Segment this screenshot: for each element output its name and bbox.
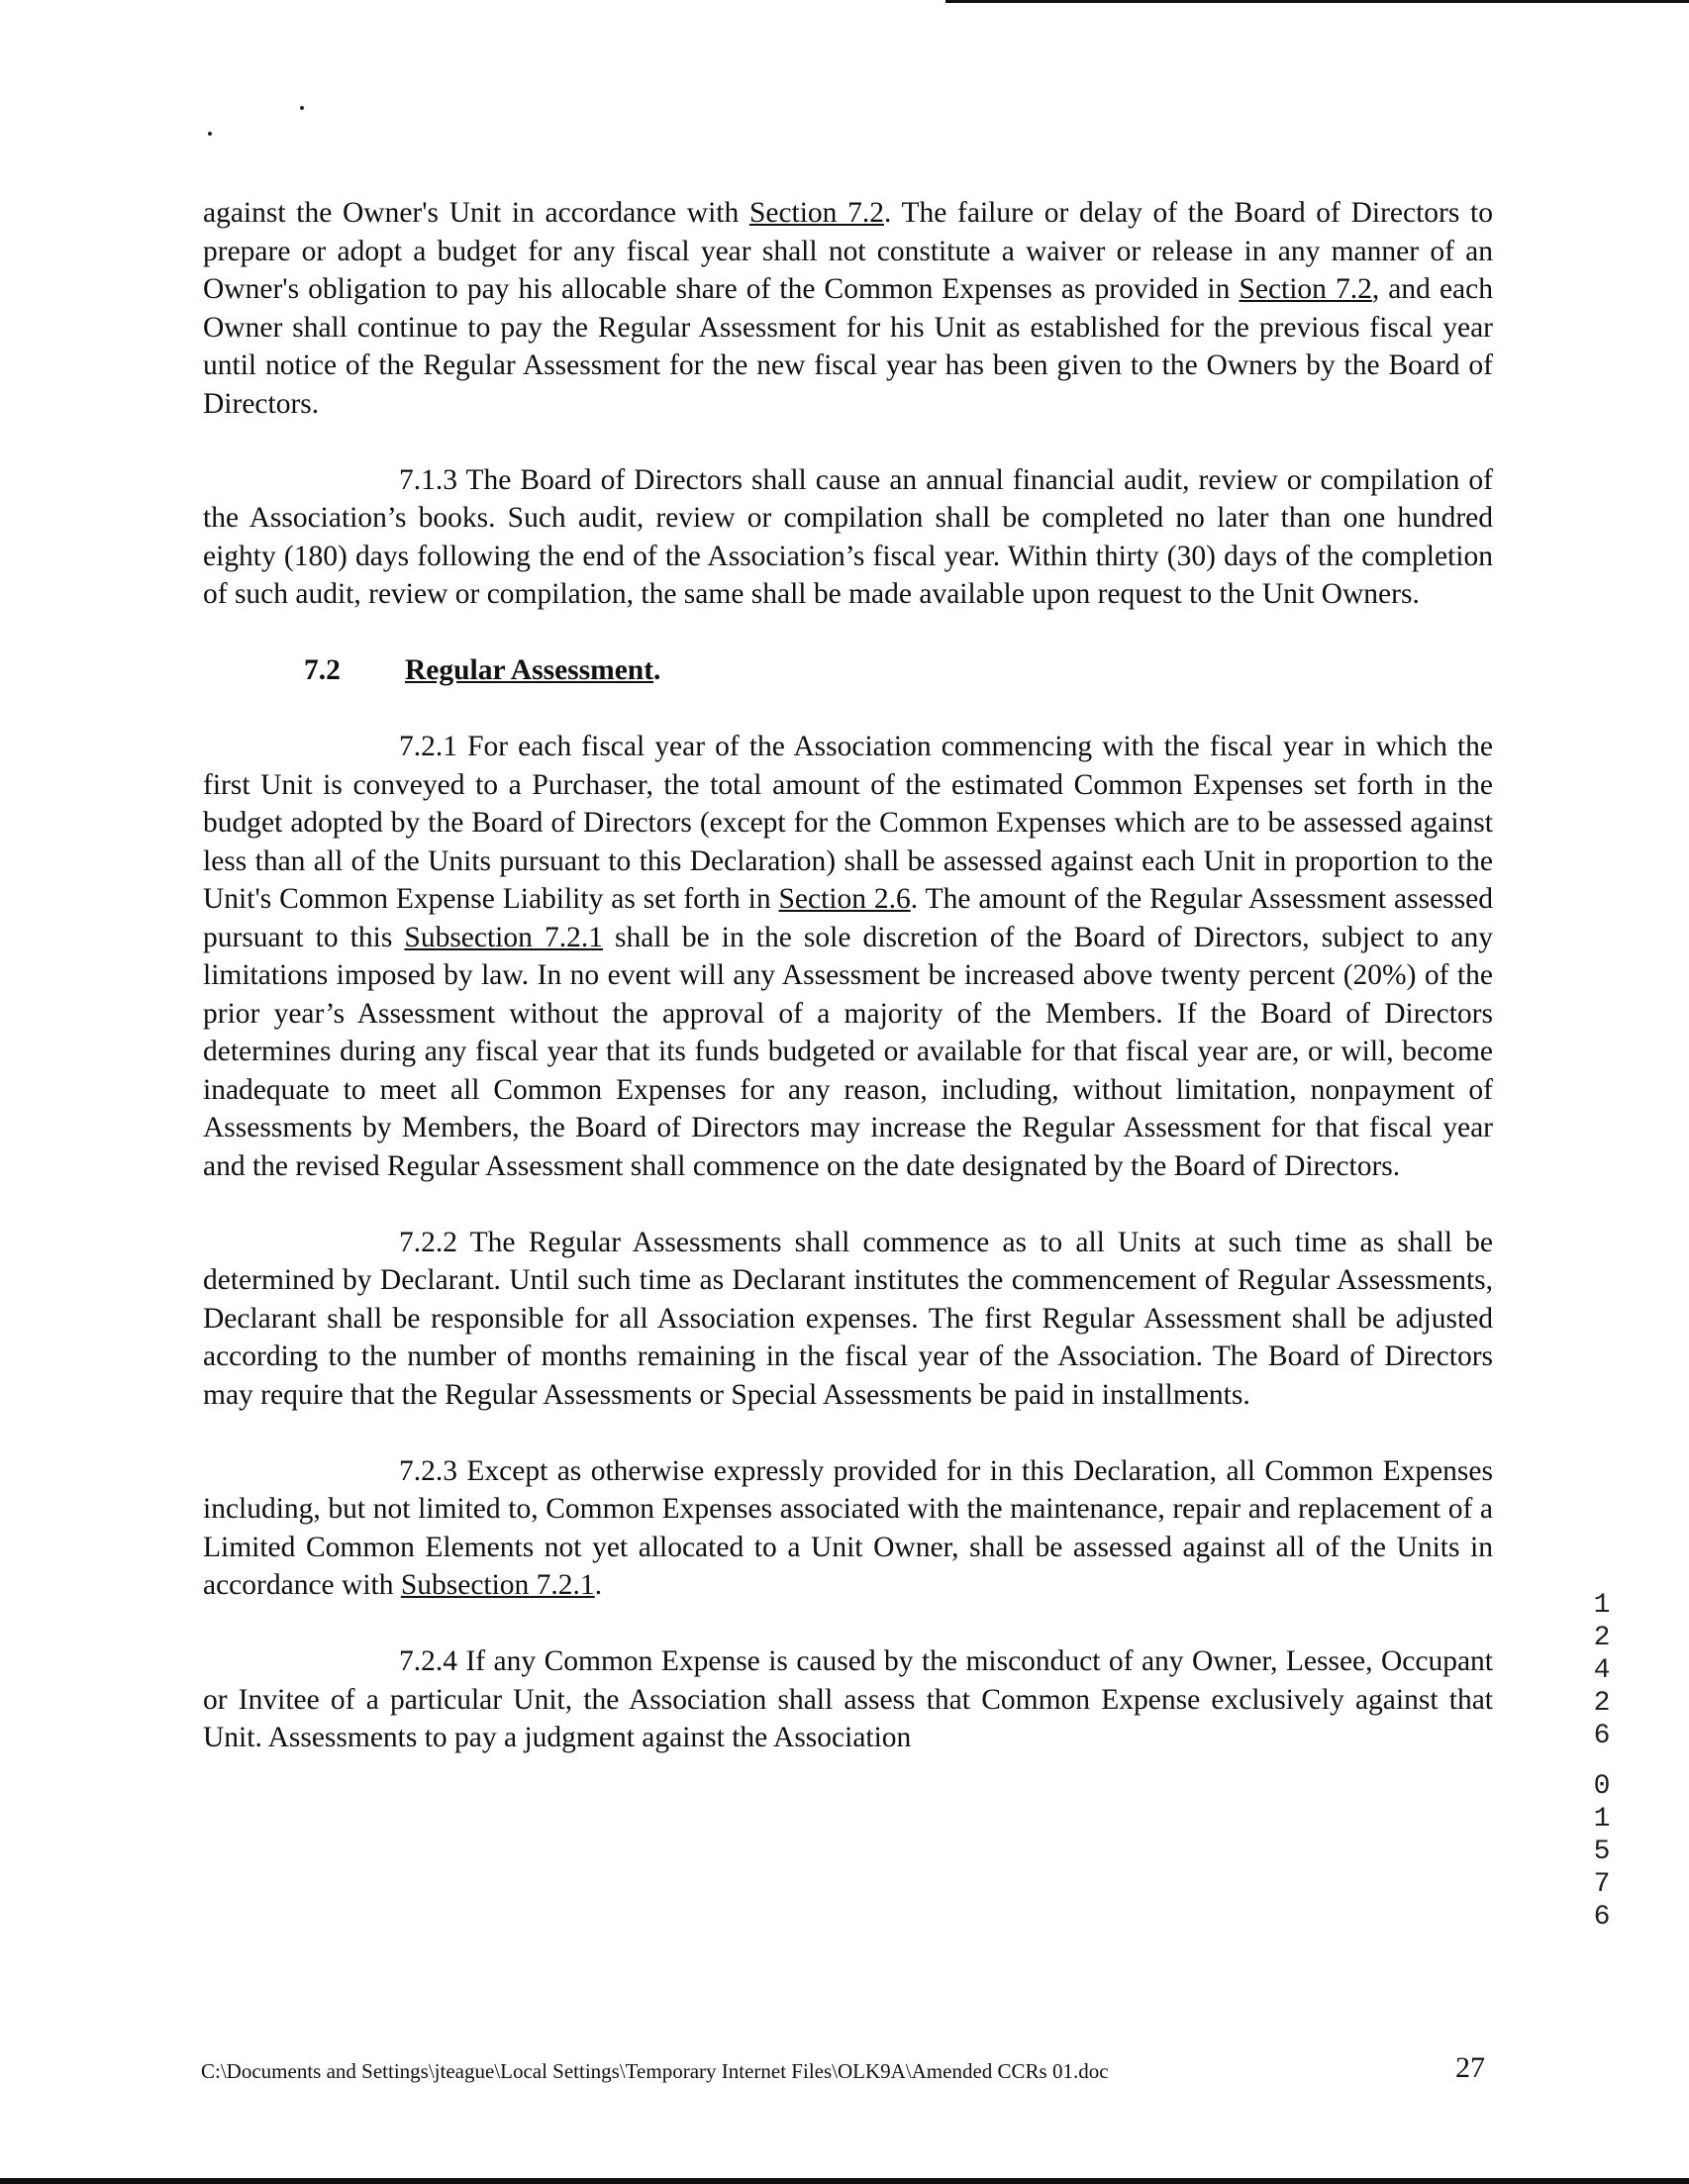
stamp-digit: 6 (1593, 1902, 1611, 1933)
bottom-border-line (0, 2178, 1689, 2184)
subsection-7-2-1-reference: Subsection 7.2.1 (400, 1569, 595, 1601)
paragraph-7-2-3: 7.2.3 Except as otherwise expressly provided for in this Declaration, all Common Expenses including, but not limited to, Common Expenses associated with the maintenance, repair and replacement of a Limited Common Elements not yet allocated to a Unit Owner, shall be assessed against all of the Units in accordance with Subsection 7.2.1. (203, 1454, 1493, 1601)
section-7-2-reference: Section 7.2 (1239, 273, 1372, 305)
scan-speck (300, 106, 304, 110)
stamp-digit: 5 (1593, 1837, 1611, 1867)
section-number: 7.2 (304, 654, 341, 686)
section-title: Regular Assessment (405, 654, 654, 686)
section-2-6-reference: Section 2.6 (778, 883, 911, 915)
stamp-digit: 2 (1593, 1623, 1611, 1653)
stamp-digit: 7 (1593, 1869, 1611, 1900)
paragraph-7-2-1: 7.2.1 For each fiscal year of the Association commencing with the fiscal year in which the first Unit is conveyed to a Purchaser, the total amount of the estimated Common Expenses set forth in the budget adopted by the Board of Directors (except for the Common Expenses which are to be assessed against less than all of the Units pursuant to this Declaration) shall be assessed against each Unit in proportion to the Unit's Common Expense Liability as set forth in Section 2.6. The amount of the Regular Assessment assessed pursuant to this Subsection 7.2.1 shall be in the sole discretion of the Board of Directors, subject to any limitations imposed by law. In no event will any Assessment be increased above twenty percent (20%) of the prior year’s Assessment without the approval of a majority of the Members. If the Board of Directors determines during any fiscal year that its funds budgeted or available for that fiscal year are, or will, become inadequate to meet all Common Expenses for any reason, including, without limitation, nonpayment of Assessments by Members, the Board of Directors may increase the Regular Assessment for that fiscal year and the revised Regular Assessment shall commence on the date designated by the Board of Directors. (203, 731, 1493, 1182)
paragraph-7-2-2: 7.2.2 The Regular Assessments shall commence as to all Units at such time as shall be determined by Declarant. Until such time as Declarant institutes the commencement of Regular Assessments, Declarant shall be responsible for all Association expenses. The first Regular Assessment shall be adjusted according to the number of months remaining in the fiscal year of the Association. The Board of Directors may require that the Regular Assessments or Special Assessments be paid in installments. (203, 1226, 1493, 1411)
top-border-line (945, 0, 1689, 3)
paragraph-7-1-3: 7.1.3 The Board of Directors shall cause an annual financial audit, review or compilation of the Association’s books. Such audit, review or compilation shall be completed no later than one hundred eighty (180) days following the end of the Association’s fiscal year. Within thirty (30) days of the completion of such audit, review or compilation, the same shall be made available upon request to the Unit Owners. (203, 463, 1493, 610)
document-body (203, 194, 1493, 1795)
stamp-digit: 0 (1593, 1771, 1611, 1802)
stamp-digit: 1 (1593, 1804, 1611, 1835)
page-number: 27 (1455, 2051, 1485, 2084)
stamp-gap (1584, 1752, 1620, 1770)
footer-file-path: C:\Documents and Settings\jteague\Local Settings\Temporary Internet Files\OLK9A\Amended CCRs 01.doc (201, 2059, 1109, 2083)
paragraph-7-2-4: 7.2.4 If any Common Expense is caused by the misconduct of any Owner, Lessee, Occupant or Invitee of a particular Unit, the Association shall assess that Common Expense exclusively against that Unit. Assessments to pay a judgment against the Association (203, 1645, 1493, 1753)
stamp-digit: 1 (1593, 1590, 1611, 1621)
stamp-digit: 6 (1593, 1721, 1611, 1751)
stamp-digit: 4 (1593, 1655, 1611, 1686)
section-heading-7-2: 7.2 Regular Assessment. (203, 651, 1493, 690)
subsection-7-2-1-reference: Subsection 7.2.1 (404, 921, 603, 953)
scan-speck (208, 132, 212, 136)
stamp-digit: 2 (1593, 1688, 1611, 1719)
section-7-2-reference: Section 7.2 (748, 197, 884, 229)
paragraph-budget-continuation: against the Owner's Unit in accordance with Section 7.2. The failure or delay of the Board of Directors to prepare or adopt a budget for any fiscal year shall not constitute a waiver or release in any manner of an Owner's obligation to pay his allocable share of the Common Expenses as provided in Section 7.2, and each Owner shall continue to pay the Regular Assessment for his Unit as established for the previous fiscal year until notice of the Regular Assessment for the new fiscal year has been given to the Owners by the Board of Directors. (203, 197, 1493, 420)
recording-stamp-number (1584, 1589, 1620, 1934)
